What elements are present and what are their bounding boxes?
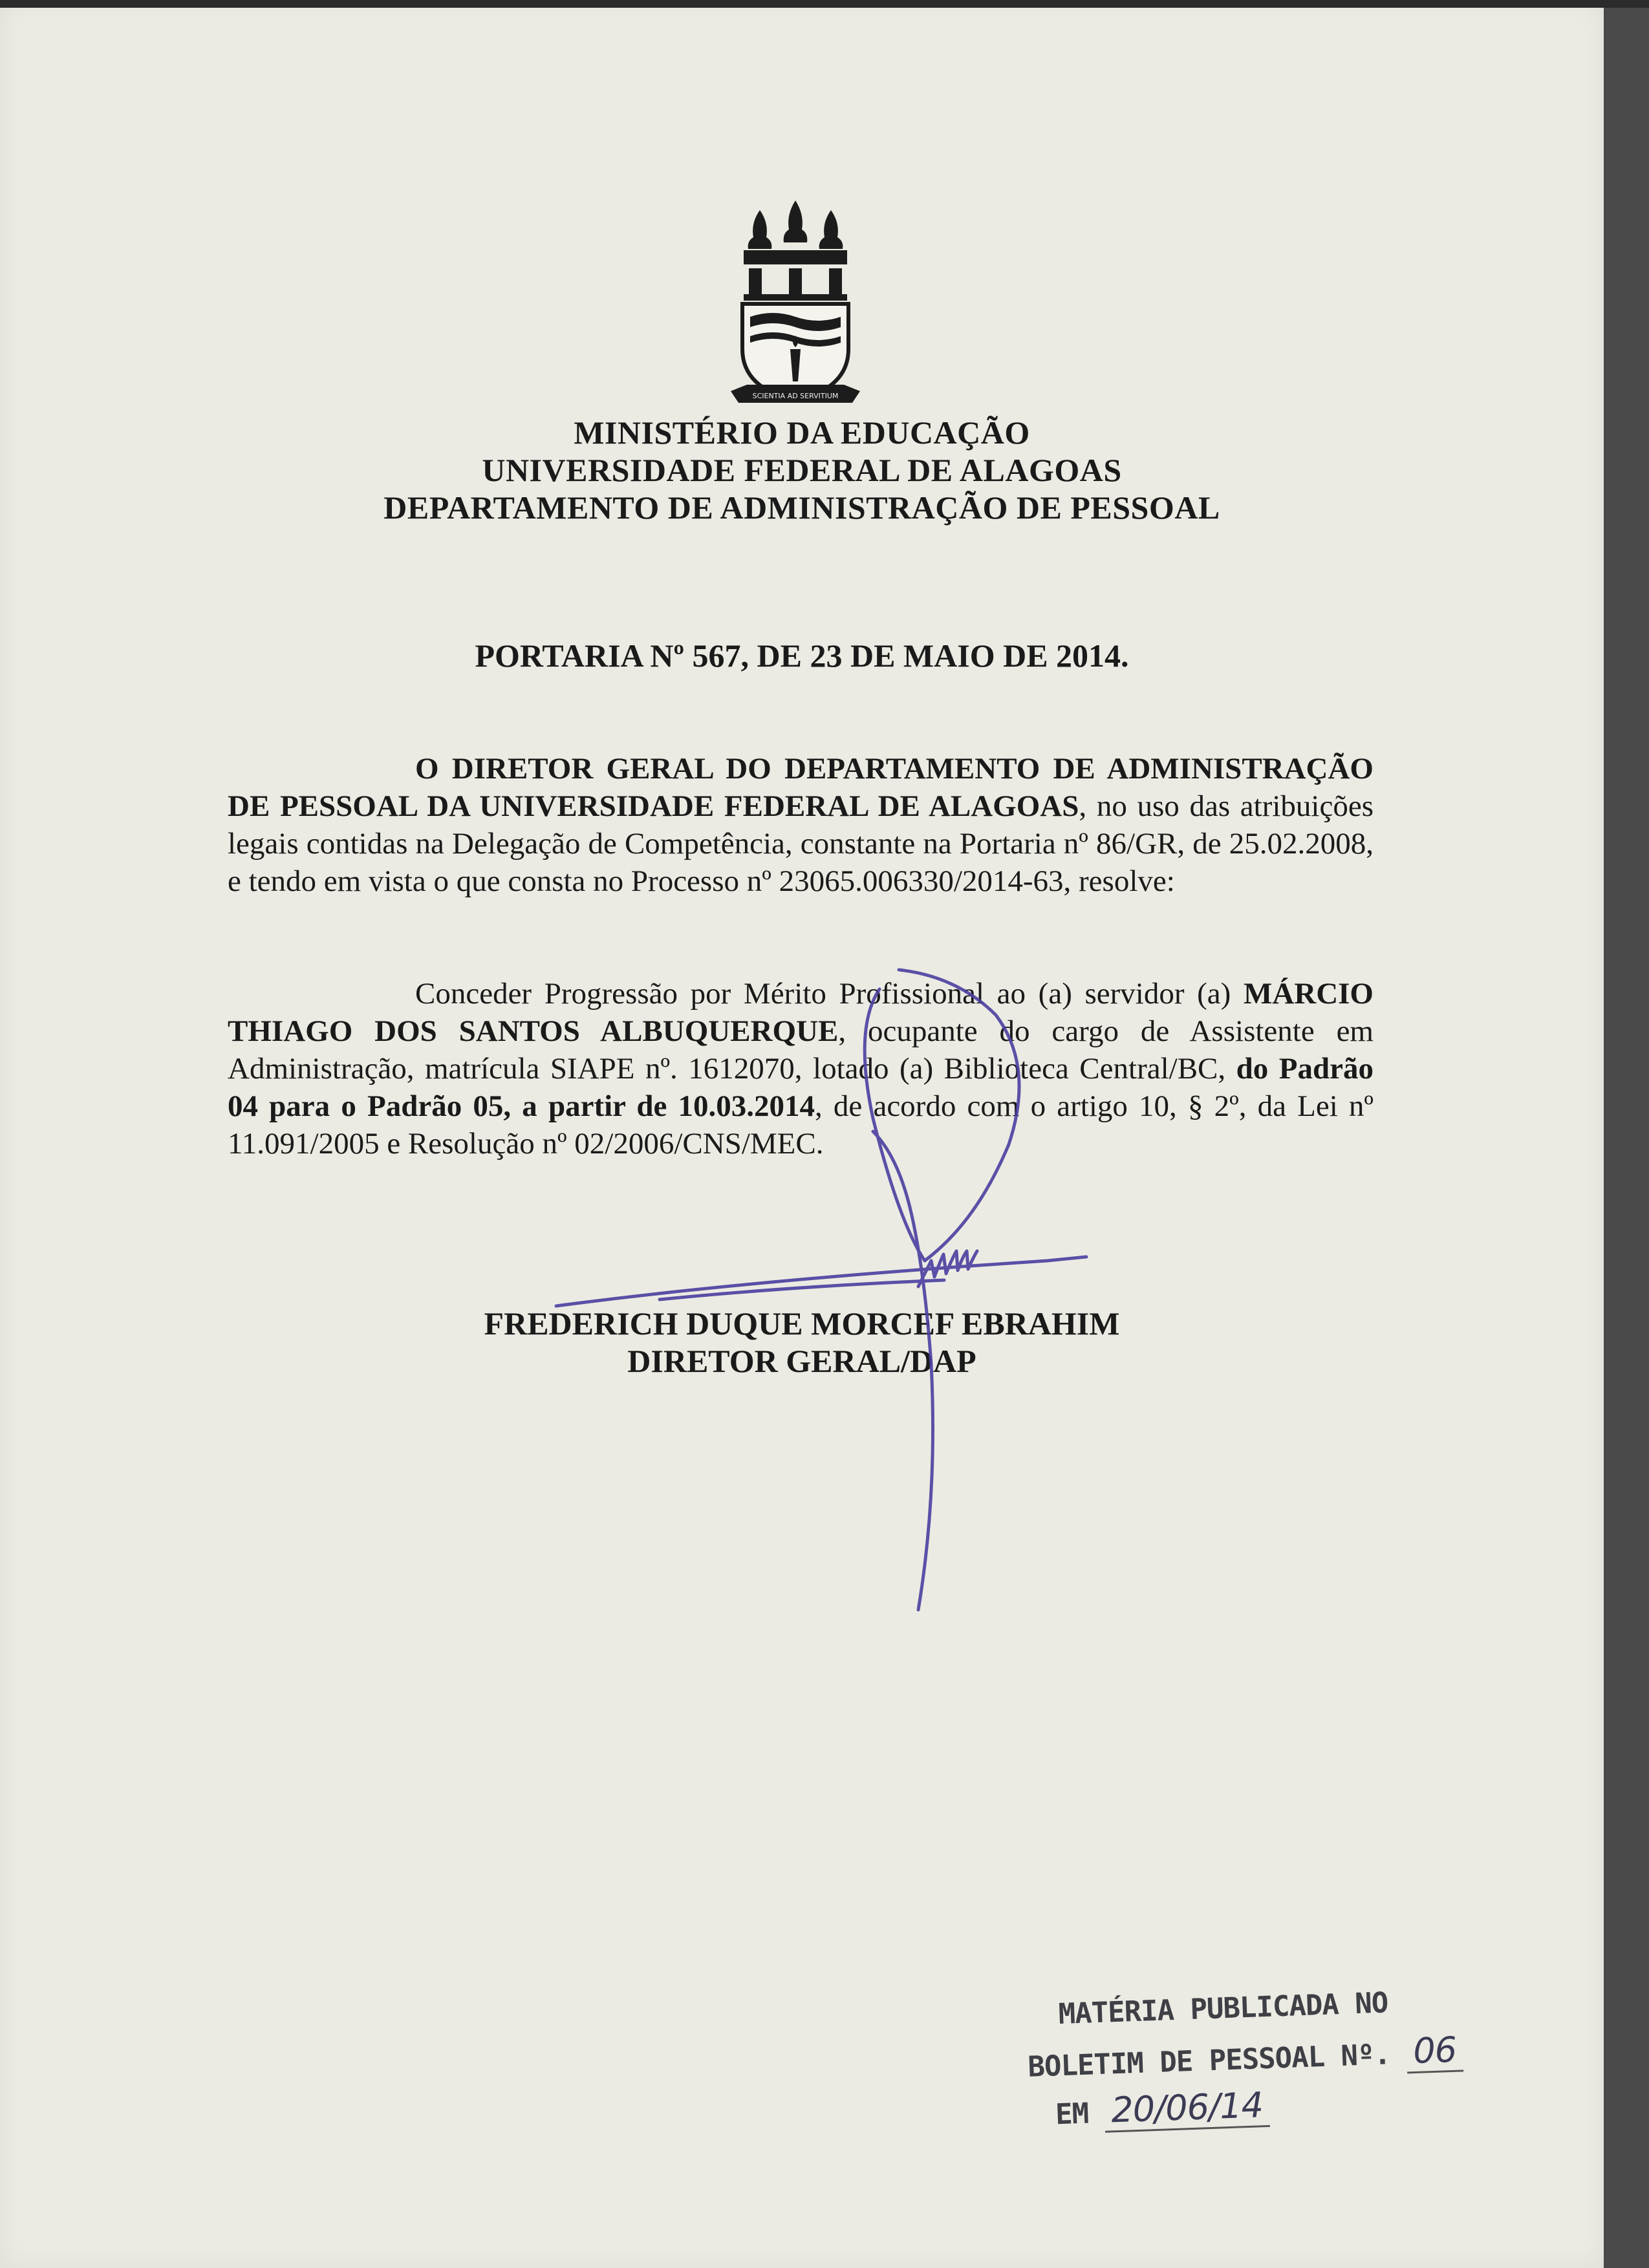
signature-block xyxy=(0,1305,1604,1380)
preamble-paragraph xyxy=(228,750,1374,900)
resolution-paragraph xyxy=(228,975,1374,1162)
letterhead xyxy=(0,414,1604,526)
crest-motto: SCIENTIA AD SERVITIUM xyxy=(752,392,839,400)
header-ministry: MINISTÉRIO DA EDUCAÇÃO xyxy=(574,414,1030,451)
resolution-text-2: , ocupante do cargo de Assistente em Administração, matrícula SIAPE nº. 1612070, lotado (a) Biblioteca Central/BC, xyxy=(228,1014,1374,1086)
resolution-text-1: Conceder Progressão por Mérito Profissional ao (a) servidor (a) xyxy=(415,977,1244,1011)
preamble-text: , no uso das atribuições legais contidas na Delegação de Competência, constante na Portaria nº 86/GR, de 25.02.2008, e tendo em vista o que consta no Processo nº 23065.006330/2014-63, resolve: xyxy=(228,789,1374,898)
employee-name: MÁRCIO THIAGO DOS SANTOS ALBUQUERQUE xyxy=(228,977,1374,1048)
document-title: PORTARIA Nº 567, DE 23 DE MAIO DE 2014. xyxy=(475,637,1129,674)
stamp-number: 06 xyxy=(1406,2029,1463,2073)
scan-edge xyxy=(0,0,1649,8)
stamp-line3: EM xyxy=(1055,2097,1089,2132)
publication-stamp xyxy=(1027,1985,1458,2159)
preamble-bold: O DIRETOR GERAL DO DEPARTAMENTO DE ADMINISTRAÇÃO DE PESSOAL DA UNIVERSIDADE FEDERAL DE ALAGOAS xyxy=(228,752,1374,823)
progression-detail: do Padrão 04 para o Padrão 05, a partir de 10.03.2014 xyxy=(228,1052,1374,1123)
header-university: UNIVERSIDADE FEDERAL DE ALAGOAS xyxy=(482,452,1122,488)
header-department: DEPARTAMENTO DE ADMINISTRAÇÃO DE PESSOAL xyxy=(383,489,1220,526)
stamp-date: 20/06/14 xyxy=(1104,2084,1270,2133)
resolution-text-3: , de acordo com o artigo 10, § 2º, da Lei nº 11.091/2005 e Resolução nº 02/2006/CNS/MEC. xyxy=(228,1089,1374,1161)
stamp-line1: MATÉRIA PUBLICADA NO xyxy=(1057,1986,1389,2031)
ufal-coat-of-arms-icon xyxy=(731,197,860,414)
signatory-role: DIRETOR GERAL/DAP xyxy=(627,1343,976,1379)
signatory-name: FREDERICH DUQUE MORCEF EBRAHIM xyxy=(484,1305,1120,1342)
stamp-line2: BOLETIM DE PESSOAL Nº. xyxy=(1027,2038,1391,2084)
